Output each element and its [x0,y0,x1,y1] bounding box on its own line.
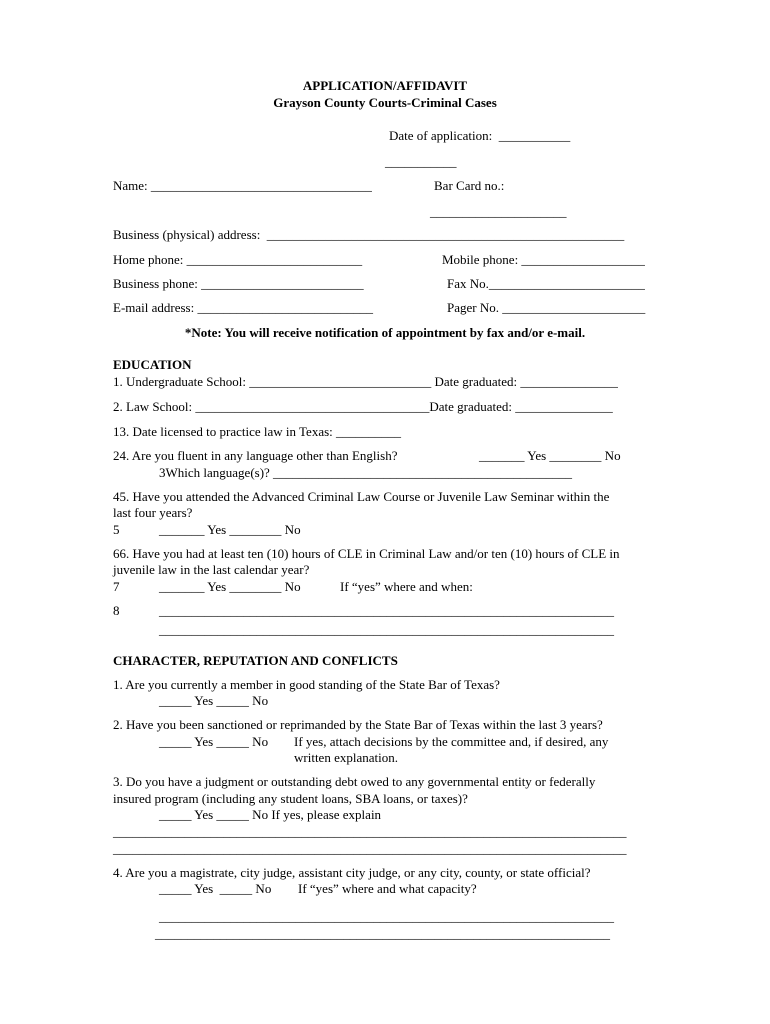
sanctioned-note-line2: written explanation. [294,750,398,765]
good-standing-yes-no[interactable]: _____ Yes _____ No [159,693,269,708]
item-number: 8 [113,603,120,618]
which-languages-field[interactable]: 3Which language(s)? ______________________________________________ [159,465,573,480]
sanctioned-question: 2. Have you been sanctioned or reprimanded by the State Bar of Texas within the last 3 years? [113,717,603,732]
cle-where-when-line-1[interactable]: ______________________________________________________________________ [159,603,614,618]
mobile-phone-field[interactable]: Mobile phone: ___________________ [442,252,645,267]
name-field[interactable]: Name: __________________________________ [113,178,372,193]
form-title: APPLICATION/AFFIDAVIT [302,78,468,93]
advanced-course-question-line2: last four years? [113,505,193,520]
cle-hours-question-line1: 66. Have you had at least ten (10) hours of CLE in Criminal Law and/or ten (10) hours of CLE in [113,546,620,561]
cle-hours-followup-label: If “yes” where and when: [340,579,473,594]
cle-hours-question-line2: juvenile law in the last calendar year? [113,562,310,577]
sanctioned-yes-no[interactable]: _____ Yes _____ No [159,734,269,749]
official-question: 4. Are you a magistrate, city judge, assistant city judge, or any city, county, or state official? [113,865,591,880]
fluent-language-yes-no[interactable]: _______ Yes ________ No [479,448,621,463]
advanced-course-question-line1: 45. Have you attended the Advanced Criminal Law Course or Juvenile Law Seminar within the [113,489,610,504]
judgment-debt-question-line2: insured program (including any student loans, SBA loans, or taxes)? [113,791,468,806]
advanced-course-yes-no[interactable]: _______ Yes ________ No [159,522,301,537]
judgment-explain-line-1[interactable]: _______________________________________________________________________________ [113,824,627,839]
judgment-explain-line-2[interactable]: _______________________________________________________________________________ [113,841,627,856]
official-yes-no[interactable]: _____ Yes _____ No [159,881,272,896]
notification-note: *Note: You will receive notification of appointment by fax and/or e-mail. [184,325,586,340]
date-of-application-line[interactable]: ___________ [385,154,457,169]
pager-field[interactable]: Pager No. ______________________ [447,300,646,315]
bar-card-label: Bar Card no.: [434,178,505,193]
fluent-language-question: 24. Are you fluent in any language other than English? [113,448,398,463]
item-number: 5 [113,522,120,537]
item-number: 7 [113,579,120,594]
bar-card-field[interactable]: _____________________ [430,204,567,219]
official-capacity-line-1[interactable]: ______________________________________________________________________ [159,909,614,924]
judgment-debt-yes-no[interactable]: _____ Yes _____ No If yes, please explain [159,807,382,822]
sanctioned-note-line1: If yes, attach decisions by the committee and, if desired, any [294,734,609,749]
home-phone-field[interactable]: Home phone: ___________________________ [113,252,363,267]
character-heading: CHARACTER, REPUTATION AND CONFLICTS [113,653,398,668]
email-field[interactable]: E-mail address: ___________________________ [113,300,373,315]
judgment-debt-question-line1: 3. Do you have a judgment or outstanding debt owed to any governmental entity or federally [113,774,596,789]
fax-field[interactable]: Fax No.________________________ [447,276,645,291]
official-followup-label: If “yes” where and what capacity? [298,881,477,896]
date-of-application-field[interactable]: Date of application: ___________ [389,128,571,143]
official-capacity-line-2[interactable]: ______________________________________________________________________ [155,926,610,941]
education-heading: EDUCATION [113,357,192,372]
law-school-field[interactable]: 2. Law School: ____________________________________Date graduated: _______________ [113,399,613,414]
business-address-field[interactable]: Business (physical) address: _______________________________________________________ [113,227,625,242]
cle-hours-yes-no[interactable]: _______ Yes ________ No [159,579,301,594]
cle-where-when-line-2[interactable]: ______________________________________________________________________ [159,622,614,637]
date-licensed-field[interactable]: 13. Date licensed to practice law in Texas: __________ [113,424,402,439]
form-subtitle: Grayson County Courts-Criminal Cases [273,95,497,110]
good-standing-question: 1. Are you currently a member in good standing of the State Bar of Texas? [113,677,500,692]
business-phone-field[interactable]: Business phone: _________________________ [113,276,364,291]
undergraduate-school-field[interactable]: 1. Undergraduate School: ____________________________ Date graduated: _______________ [113,374,618,389]
